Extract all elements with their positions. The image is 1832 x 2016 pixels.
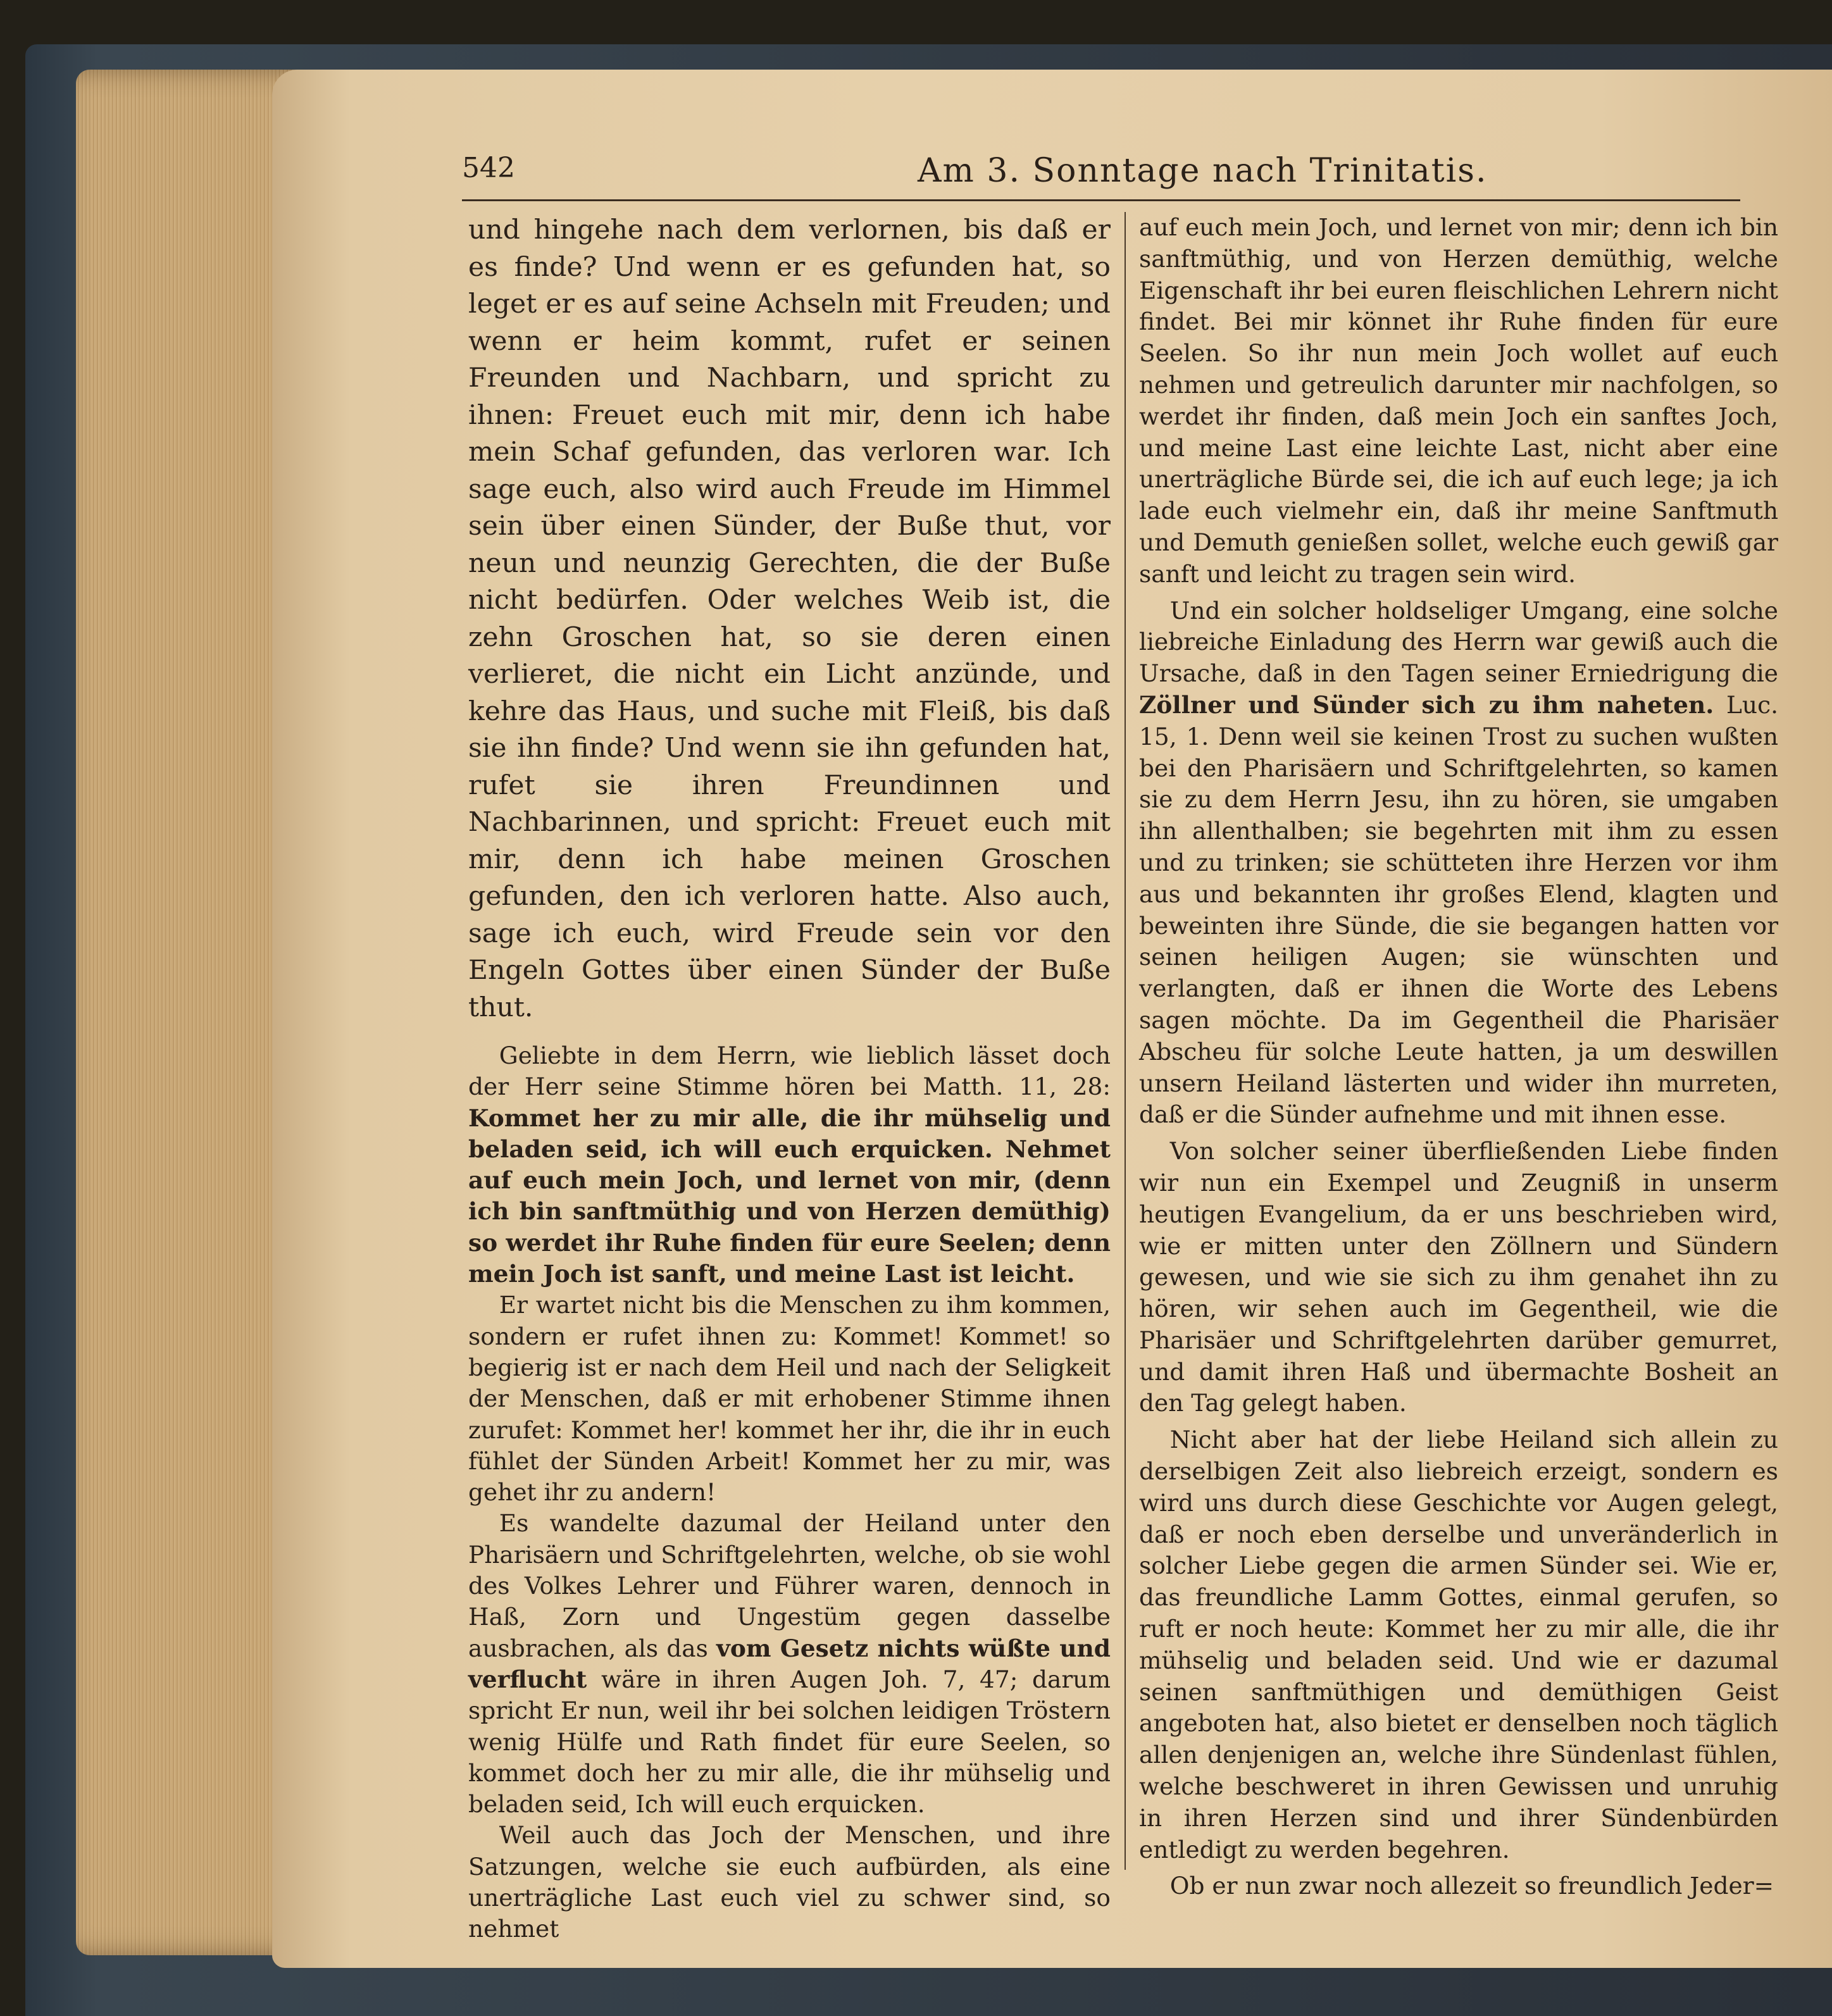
left-small-block <box>468 1040 1111 1945</box>
left-paragraph-2-bold: Kommet her zu mir alle, die ihr mühselig und beladen seid, ich will euch erquicken. Nehmet auf euch mein Joch, und lernet von mir, (denn ich bin sanftmüthig und von Herzen demüthig) so werdet ihr Ruhe finden für eure Seelen; denn mein Joch ist sanft, und meine Last ist leicht. <box>468 1104 1111 1288</box>
left-paragraph-2-text: Geliebte in dem Herrn, wie lieblich lässet doch der Herr seine Stimme hören bei Matth. 11, 28: <box>468 1042 1111 1101</box>
page <box>272 70 1832 1968</box>
left-paragraph-2 <box>468 1040 1111 1290</box>
right-paragraph-4: Nicht aber hat der liebe Heiland sich allein zu derselbigen Zeit also liebreich erzeigt, sondern es wird uns durch diese Geschichte vor Augen gelegt, daß er noch eben derselbe und unveränderlich in solcher Liebe gegen die armen Sünder sei. Wie er, das freundliche Lamm Gottes, einmal gerufen, so ruft er noch heute: Kommet her zu mir alle, die ihr mühselig und beladen seid. Und wie er dazumal seinen sanftmüthigen und demüthigen Geist angeboten hat, also bietet er denselben noch täglich allen denjenigen an, welche ihre Sündenlast fühlen, welche beschweret in ihren Gewissen und unruhig in ihren Herzen sind und ihrer Sündenbürden entledigt zu werden begehren. <box>1139 1426 1778 1864</box>
right-paragraph-2-bold: Zöllner und Sünder sich zu ihm naheten. <box>1139 690 1714 719</box>
left-paragraph-4-bold: vom Gesetz nichts wüßte und verflucht <box>468 1634 1111 1693</box>
header-rule <box>462 199 1740 201</box>
column-divider <box>1125 212 1126 1870</box>
left-column <box>468 212 1111 1945</box>
right-paragraph-2-text-b: Luc. 15, 1. Denn weil sie keinen Trost zu suchen wußten bei den Pharisäern und Schriftgelehrten, so kamen sie zu dem Herrn Jesu, ihn zu hören, sie umgaben ihn allenthalben; sie begehrten mit ihm zu essen und zu trinken; sie schütteten ihre Herzen vor ihm aus und bekannten ihr großes Elend, klagten und beweinten ihre Sünde, die sie begangen hatten vor seinen heiligen Augen; sie wünschten und verlangten, daß er ihnen die Worte des Lebens sagen möchte. Da im Gegentheil die Pharisäer Abscheu für solche Leute hatten, ja um deswillen unsern Heiland lästerten und wider ihn murreten, daß er die Sünder aufnehme und mit ihnen esse. <box>1139 690 1778 1129</box>
left-paragraph-3: Er wartet nicht bis die Menschen zu ihm kommen, sondern er rufet ihnen zu: Kommet! Kommet! so begierig ist er nach dem Heil und nach der Seligkeit der Menschen, daß er mit erhobener Stimme ihnen zurufet: Kommet her! kommet her ihr, die ihr in euch fühlet der Sünden Arbeit! Kommet her zu mir, was gehet ihr zu andern! <box>468 1291 1111 1507</box>
right-column <box>1139 212 1778 1902</box>
running-head: Am 3. Sonntage nach Trinitatis. <box>918 152 1488 190</box>
left-paragraph-4-text-b: wäre in ihren Augen Joh. 7, 47; darum spricht Er nun, weil ihr bei solchen leidigen Tröstern wenig Hülfe und Rath findet für eure Seelen, so kommet doch her zu mir alle, die ihr mühselig und beladen seid, Ich will euch erquicken. <box>468 1665 1111 1819</box>
left-paragraph-4 <box>468 1508 1111 1820</box>
left-paragraph-1: und hingehe nach dem verlornen, bis daß er es finde? Und wenn er es gefunden hat, so leget er es auf seine Achseln mit Freuden; und wenn er heim kommt, rufet er seinen Freunden und Nachbarn, und spricht zu ihnen: Freuet euch mit mir, denn ich habe mein Schaf gefunden, das verloren war. Ich sage euch, also wird auch Freude im Himmel sein über einen Sünder, der Buße thut, vor neun und neunzig Gerechten, die der Buße nicht bedürfen. Oder welches Weib ist, die zehn Groschen hat, so sie deren einen verlieret, die nicht ein Licht anzünde, und kehre das Haus, und suche mit Fleiß, bis daß sie ihn finde? Und wenn sie ihn gefunden hat, rufet sie ihren Freundinnen und Nachbarinnen, und spricht: Freuet euch mit mir, denn ich habe meinen Groschen gefunden, den ich verloren hatte. Also auch, sage ich euch, wird Freude sein vor den Engeln Gottes über einen Sünder der Buße thut. <box>468 215 1111 1023</box>
page-number: 542 <box>462 152 515 184</box>
right-paragraph-2 <box>1139 595 1778 1131</box>
right-paragraph-2-text-a: Und ein solcher holdseliger Umgang, eine solche liebreiche Einladung des Herrn war gewiß auch die Ursache, daß in den Tagen seiner Erniedrigung die <box>1139 596 1778 688</box>
left-paragraph-4-text-a: Es wandelte dazumal der Heiland unter den Pharisäern und Schriftgelehrten, welche, ob sie wohl des Volkes Lehrer und Führer waren, dennoch in Haß, Zorn und Ungestüm gegen dasselbe ausbrachen, als das <box>468 1509 1111 1662</box>
right-paragraph-5: Ob er nun zwar noch allezeit so freundlich Jeder= <box>1169 1872 1774 1900</box>
left-paragraph-5: Weil auch das Joch der Menschen, und ihre Satzungen, welche sie euch aufbürden, als eine unerträgliche Last euch viel zu schwer sind, so nehmet <box>468 1821 1111 1943</box>
right-paragraph-1: auf euch mein Joch, und lernet von mir; denn ich bin sanftmüthig, und von Herzen demüthig, welche Eigenschaft ihr bei euren fleischlichen Lehrern nicht findet. Bei mir könnet ihr Ruhe finden für eure Seelen. So ihr nun mein Joch wollet auf euch nehmen und getreulich darunter mir nachfolgen, so werdet ihr finden, daß mein Joch ein sanftes Joch, und meine Last eine leichte Last, nicht aber eine unerträgliche Bürde sei, die ich auf euch lege; ja ich lade euch vielmehr ein, daß ihr meine Sanftmuth und Demuth genießen sollet, welche euch gewiß gar sanft und leicht zu tragen sein wird. <box>1139 213 1778 588</box>
page-header <box>462 152 1740 196</box>
right-paragraph-3: Von solcher seiner überfließenden Liebe finden wir nun ein Exempel und Zeugniß in unserm heutigen Evangelium, da er uns beschrieben wird, wie er mitten unter den Zöllnern und Sündern gewesen, und wie sie sich zu ihm genahet ihn zu hören, wir sehen auch im Gegentheil, wie die Pharisäer und Schriftgelehrten darüber gemurret, und damit ihren Haß und übermachte Bosheit an den Tag gelegt haben. <box>1139 1137 1778 1417</box>
